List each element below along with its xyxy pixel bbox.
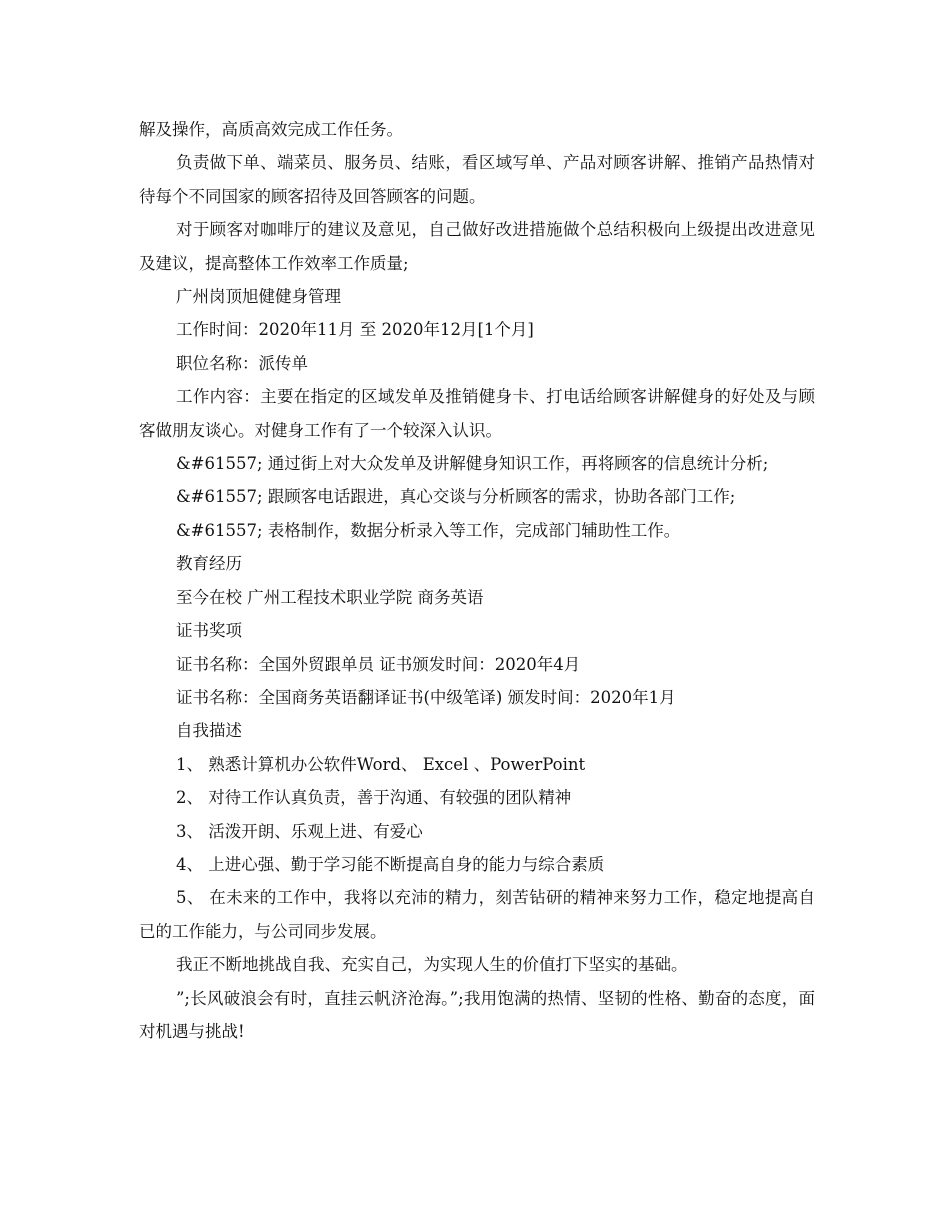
- self-description-item-2: 2、 对待工作认真负责，善于沟通、有较强的团队精神: [176, 788, 572, 808]
- self-description-item-5: 5、 在未来的工作中，我将以充沛的精力，刻苦钻研的精神来努力工作，稳定地提高自已的工作能力，与公司同步发展。: [139, 888, 815, 941]
- section-heading-self-description: 自我描述: [176, 721, 242, 741]
- bullet-item-1: &#61557; 通过街上对大众发单及讲解健身知识工作，再将顾客的信息统计分析;: [176, 454, 769, 474]
- education-entry: 至今在校 广州工程技术职业学院 商务英语: [176, 587, 484, 607]
- self-description-item-3: 3、 活泼开朗、乐观上进、有爱心: [176, 821, 423, 841]
- work-period: 工作时间：2020年11月 至 2020年12月[1个月]: [176, 320, 534, 340]
- paragraph-2: 负责做下单、端菜员、服务员、结账，看区域写单、产品对顾客讲解、推销产品热情对待每个不同国家的顾客招待及回答顾客的问题。: [139, 153, 815, 206]
- self-description-item-1: 1、 熟悉计算机办公软件Word、 Excel 、PowerPoint: [176, 754, 586, 774]
- section-heading-certificates: 证书奖项: [176, 621, 242, 641]
- closing-quote: ”;长风破浪会有时，直挂云帆济沧海。”;我用饱满的热情、坚韧的性格、勤奋的态度，面对机遇与挑战!: [139, 988, 815, 1041]
- paragraph-3: 对于顾客对咖啡厅的建议及意见，自己做好改进措施做个总结积极向上级提出改进意见及建议，提高整体工作效率工作质量;: [139, 220, 815, 273]
- bullet-item-3: &#61557; 表格制作，数据分析录入等工作，完成部门辅助性工作。: [176, 520, 681, 540]
- section-heading-education: 教育经历: [176, 554, 242, 574]
- closing-statement: 我正不断地挑战自我、充实自己，为实现人生的价值打下坚实的基础。: [176, 955, 688, 975]
- document-body: [139, 113, 815, 1048]
- position-title: 职位名称：派传单: [176, 353, 308, 373]
- certificate-entry-1: 证书名称：全国外贸跟单员 证书颁发时间：2020年4月: [176, 654, 581, 674]
- certificate-entry-2: 证书名称：全国商务英语翻译证书(中级笔译) 颁发时间：2020年1月: [176, 687, 676, 707]
- self-description-item-4: 4、 上进心强、勤于学习能不断提高自身的能力与综合素质: [176, 854, 605, 874]
- company-name: 广州岗顶旭健健身管理: [176, 287, 341, 307]
- bullet-item-2: &#61557; 跟顾客电话跟进，真心交谈与分析顾客的需求，协助各部门工作;: [176, 487, 736, 507]
- paragraph-1: 解及操作，高质高效完成工作任务。: [139, 120, 403, 139]
- work-content: 工作内容：主要在指定的区域发单及推销健身卡、打电话给顾客讲解健身的好处及与顾客做朋友谈心。对健身工作有了一个较深入认识。: [139, 387, 815, 440]
